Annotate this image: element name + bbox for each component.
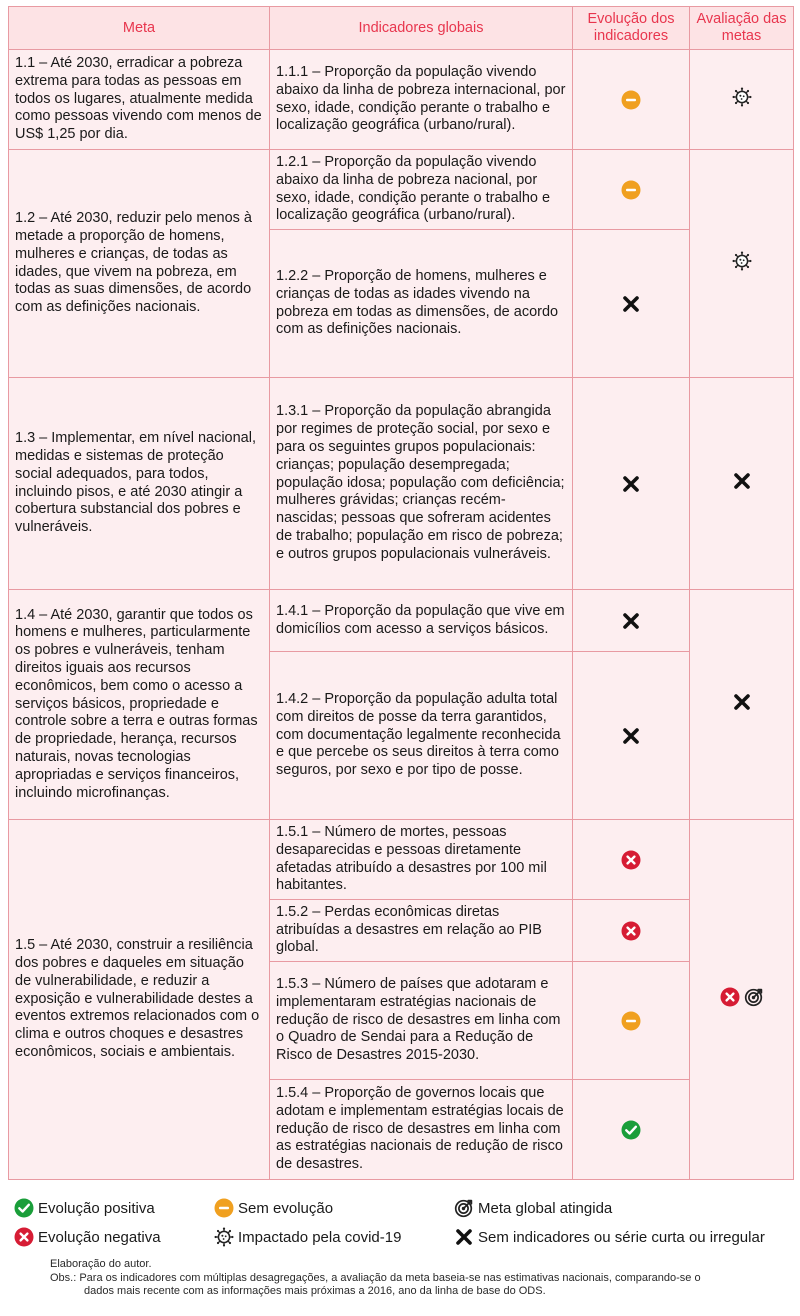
ods-table: [8, 6, 794, 1180]
check-circle-icon: [14, 1198, 34, 1218]
legend-label: Evolução positiva: [38, 1199, 155, 1217]
assessment-cell: [690, 50, 794, 150]
meta-cell: 1.2 – Até 2030, reduzir pelo menos à metade a proporção de homens, mulheres e crianças, de todas as idades, que vivem na pobreza, em todas as suas dimensões, de acordo com as definições nacionais.: [9, 150, 270, 378]
obs-note-line1: Obs.: Para os indicadores com múltiplas desagregações, a avaliação da meta baseia-se nas estimativas nacionais, comparando-se o: [50, 1271, 701, 1284]
indicator-cell: 1.3.1 – Proporção da população abrangida por regimes de proteção social, por sexo e para os seguintes grupos populacionais: crianças; população desempregada; população idosa; população com deficiência; mulheres grávidas; crianças recém-nascidas; pessoas que sofreram acidentes de trabalho; população em risco de pobreza; e outros grupos populacionais vulneráveis.: [270, 378, 573, 590]
assessment-cell: [690, 378, 794, 590]
meta-cell: 1.5 – Até 2030, construir a resiliência dos pobres e daqueles em situação de vulnerabilidade, e reduzir a exposição e vulnerabilidade destes a eventos extremos relacionados com o clima e outros choques e desastres econômicos, sociais e ambientais.: [9, 820, 270, 1180]
covid-virus-icon: [732, 87, 752, 107]
footnotes: [50, 1258, 794, 1299]
covid-virus-icon: [214, 1227, 234, 1247]
legend-item-positive: [14, 1198, 155, 1218]
assessment-icons: [720, 987, 764, 1007]
assessment-cell: [690, 820, 794, 1180]
evolution-cell: [573, 1080, 690, 1180]
indicator-cell: 1.5.3 – Número de países que adotaram e implementaram estratégias nacionais de redução de risco de desastres em linha com o Quadro de Sendai para a Redução de Risco de Desastres 2015-2030.: [270, 962, 573, 1080]
legend-item-negative: [14, 1227, 161, 1247]
evolution-cell: [573, 150, 690, 230]
meta-cell: 1.3 – Implementar, em nível nacional, medidas e sistemas de proteção social adequados, para todos, incluindo pisos, e até 2030 atingir a cobertura substancial dos pobres e vulneráveis.: [9, 378, 270, 590]
legend-label: Sem evolução: [238, 1199, 334, 1217]
obs-note-line2: dados mais recente com as informações mais próximas a 2016, ano da linha de base do ODS.: [84, 1285, 546, 1297]
evolution-cell: [573, 962, 690, 1080]
indicator-cell: 1.5.1 – Número de mortes, pessoas desaparecidas e pessoas diretamente afetadas atribuído a desastres por 100 mil habitantes.: [270, 820, 573, 900]
minus-circle-icon: [621, 180, 641, 200]
evolution-cell: [573, 50, 690, 150]
indicator-cell: 1.4.1 – Proporção da população que vive em domicílios com acesso a serviços básicos.: [270, 590, 573, 652]
assessment-icons: [732, 87, 752, 107]
header-avaliacao: Avaliação das metas: [690, 7, 794, 50]
minus-circle-icon: [214, 1198, 234, 1218]
x-circle-icon: [621, 850, 641, 870]
assessment-icons: [732, 471, 752, 491]
cross-icon: [621, 474, 641, 494]
cross-icon: [454, 1227, 474, 1247]
x-circle-icon: [14, 1227, 34, 1247]
evolution-cell: [573, 230, 690, 378]
legend-item-covid: [214, 1227, 401, 1247]
evolution-cell: [573, 900, 690, 962]
assessment-icons: [732, 251, 752, 271]
cross-icon: [732, 471, 752, 491]
minus-circle-icon: [621, 90, 641, 110]
table-row: [9, 820, 794, 900]
header-evolucao: Evolução dos indicadores: [573, 7, 690, 50]
indicator-cell: 1.5.4 – Proporção de governos locais que adotam e implementam estratégias locais de redução de risco de desastres em linha com as estratégias nacionais de redução de risco de desastres.: [270, 1080, 573, 1180]
indicator-cell: 1.2.1 – Proporção da população vivendo abaixo da linha de pobreza nacional, por sexo, idade, condição perante o trabalho e localização geográfica (urbano/rural).: [270, 150, 573, 230]
indicator-cell: 1.1.1 – Proporção da população vivendo abaixo da linha de pobreza internacional, por sexo, idade, condição perante o trabalho e localização geográfica (urbano/rural).: [270, 50, 573, 150]
cross-icon: [621, 611, 641, 631]
meta-cell: 1.1 – Até 2030, erradicar a pobreza extrema para todas as pessoas em todos os lugares, atualmente medida como pessoas vivendo com menos de US$ 1,25 por dia.: [9, 50, 270, 150]
target-icon: [744, 987, 764, 1007]
indicator-cell: 1.5.2 – Perdas econômicas diretas atribuídas a desastres em relação ao PIB global.: [270, 900, 573, 962]
legend-label: Meta global atingida: [478, 1199, 613, 1217]
minus-circle-icon: [621, 1011, 641, 1031]
assessment-icons: [732, 692, 752, 712]
assessment-cell: [690, 150, 794, 378]
x-circle-icon: [621, 921, 641, 941]
legend-label: Evolução negativa: [38, 1228, 161, 1246]
meta-cell: 1.4 – Até 2030, garantir que todos os homens e mulheres, particularmente os pobres e vulneráveis, tenham direitos iguais aos recursos econômicos, bem como o acesso a serviços básicos, propriedade e controle sobre a terra e outras formas de propriedade, herança, recursos naturais, novas tecnologias apropriadas e serviços financeiros, incluindo microfinanças.: [9, 590, 270, 820]
table-row: [9, 590, 794, 652]
check-circle-icon: [621, 1120, 641, 1140]
header-meta: Meta: [9, 7, 270, 50]
evolution-cell: [573, 590, 690, 652]
legend-label: Impactado pela covid-19: [238, 1228, 402, 1246]
covid-virus-icon: [732, 251, 752, 271]
evolution-cell: [573, 378, 690, 590]
legend-label: Sem indicadores ou série curta ou irregular: [478, 1228, 765, 1246]
assessment-cell: [690, 590, 794, 820]
table-header-row: [9, 7, 794, 50]
header-indicadores: Indicadores globais: [270, 7, 573, 50]
x-circle-icon: [720, 987, 740, 1007]
source-note: Elaboração do autor.: [50, 1258, 152, 1270]
indicator-cell: 1.2.2 – Proporção de homens, mulheres e crianças de todas as idades vivendo na pobreza em todas as dimensões, de acordo com as definições nacionais.: [270, 230, 573, 378]
evolution-cell: [573, 820, 690, 900]
legend-item-no-change: [214, 1198, 333, 1218]
indicator-cell: 1.4.2 – Proporção da população adulta total com direitos de posse da terra garantidos, com documentação legalmente reconhecida e que percebe os seus direitos à terra como seguros, por sexo e por tipo de posse.: [270, 652, 573, 820]
cross-icon: [732, 692, 752, 712]
table-row: [9, 378, 794, 590]
cross-icon: [621, 294, 641, 314]
cross-icon: [621, 726, 641, 746]
legend-item-no-data: [454, 1227, 765, 1247]
target-icon: [454, 1198, 474, 1218]
evolution-cell: [573, 652, 690, 820]
legend-item-target: [454, 1198, 612, 1218]
table-row: [9, 150, 794, 230]
table-row: [9, 50, 794, 150]
